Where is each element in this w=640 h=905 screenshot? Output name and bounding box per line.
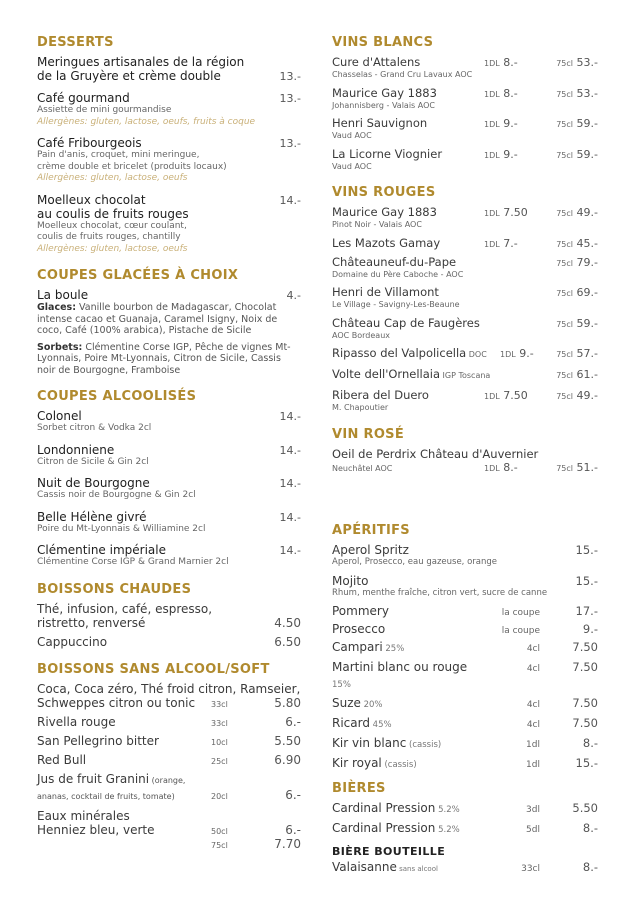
item-description: Clémentine Corse IGP & Grand Marnier 2cl [37, 557, 229, 567]
wine-item [332, 147, 598, 173]
item-name-detail: ananas, cocktail de fruits, tomate) [37, 791, 175, 801]
item-description: AOC Bordeaux [332, 330, 390, 340]
menu-item [37, 772, 301, 804]
price-value: 9.- [503, 117, 518, 130]
item-description: Assiette de mini gourmandise [37, 105, 172, 115]
price-glass [484, 461, 552, 474]
item-price: 15.- [575, 573, 598, 588]
item-name [332, 696, 480, 712]
item-name-main: Volte dell'Ornellaia [332, 367, 440, 381]
price-bottle [552, 87, 598, 100]
item-name [332, 640, 480, 656]
item-description: Pinot Noir - Valais AOC [332, 220, 422, 229]
section-title: APÉRITIFS [332, 523, 410, 538]
unit-label: 1DL [484, 392, 500, 401]
menu-item [37, 753, 301, 767]
item-name [332, 660, 480, 692]
unit-label: 75cl [556, 89, 574, 99]
wine-item [332, 388, 598, 414]
section-bieres [332, 780, 598, 876]
price-bottle [552, 286, 598, 299]
unit-label: 1DL [484, 239, 500, 249]
item-description: Neuchâtel AOC [332, 463, 393, 473]
menu-item [37, 443, 301, 469]
flavours-sorbets [37, 342, 301, 377]
item-name: Schweppes citron ou tonic [37, 695, 196, 710]
item-name-detail: 5.2% [435, 805, 460, 815]
unit-label: 75cl [556, 392, 574, 401]
price-value: 7.- [503, 236, 518, 250]
price-value: 8.- [503, 56, 518, 69]
menu-item [37, 715, 301, 729]
item-price: 14.- [279, 410, 301, 423]
item-price: 8.- [582, 736, 598, 750]
item-name [332, 756, 480, 772]
flavour-label: Glaces: [37, 302, 76, 313]
item-name: Aperol Spritz [332, 543, 409, 557]
item-volume: 4cl [526, 644, 540, 654]
wine-item [332, 236, 598, 250]
item-name-main: Suze [332, 696, 361, 710]
item-price: 7.70 [274, 836, 301, 851]
item-volume: 1dl [526, 740, 540, 750]
item-description: M. Chapoutier [332, 403, 389, 412]
unit-label: 1DL [484, 59, 500, 68]
item-name [332, 716, 480, 732]
item-name: La boule [37, 288, 89, 302]
item-name-main: Jus de fruit Granini [37, 771, 150, 786]
item-volume: 4cl [526, 720, 540, 730]
item-price: 13.- [279, 70, 301, 83]
menu-item [332, 860, 598, 876]
item-description: Moelleux chocolat, cœur coulant, [37, 220, 187, 231]
price-value: 79.- [576, 255, 598, 269]
price-glass [484, 148, 552, 161]
wine-item [332, 285, 598, 311]
item-volume: 33cl [211, 699, 228, 709]
item-volume: la coupe [501, 626, 540, 636]
item-price: 4.50 [274, 615, 301, 630]
price-bottle [552, 317, 598, 330]
item-name-main: Ricard [332, 716, 370, 730]
price-bottle [552, 117, 598, 130]
item-name: Château Cap de Faugères [332, 315, 480, 330]
item-name-detail: 5.2% [435, 825, 460, 835]
menu-item [37, 288, 301, 376]
item-name-detail: (cassis) [406, 740, 442, 750]
item-description: Johannisberg - Valais AOC [332, 100, 435, 110]
item-name: Red Bull [37, 752, 87, 767]
wine-item [332, 205, 598, 231]
price-bottle [552, 56, 598, 69]
menu-item [332, 574, 598, 600]
menu-item [37, 682, 301, 710]
item-price: 17.- [575, 604, 598, 618]
item-price: 14.- [279, 443, 301, 457]
item-price: 15.- [575, 543, 598, 557]
price-value: 61.- [576, 368, 598, 381]
item-name: ristretto, renversé [37, 615, 146, 630]
allergen-note: Allergènes: gluten, lactose, oeufs [37, 243, 188, 254]
unit-label: 75cl [556, 120, 574, 129]
item-name: Rivella rouge [37, 714, 116, 729]
section-title: BIÈRES [332, 781, 386, 796]
menu-item [332, 696, 598, 712]
item-price: 4.- [286, 289, 301, 302]
section-title: BOISSONS SANS ALCOOL/SOFT [37, 661, 270, 677]
item-price: 6.- [285, 787, 301, 802]
section-boissons-sans-alcool [37, 661, 301, 851]
section-desserts [37, 34, 301, 255]
item-volume: 75cl [211, 840, 228, 850]
item-price: 5.50 [572, 801, 598, 815]
item-name [332, 367, 552, 383]
subsection-title: BIÈRE BOUTEILLE [332, 845, 446, 858]
item-name: Maurice Gay 1883 [332, 85, 437, 100]
item-name [332, 346, 500, 362]
flavour-list: Vanille bourbon de Madagascar, Chocolat intense cacao et Guanaja, Caramel Isigny, Noix de coco, Café (100% arabica), Pistache de Sicile [37, 302, 278, 336]
section-boissons-chaudes [37, 581, 301, 649]
price-value: 8.- [503, 460, 518, 474]
item-name: Café gourmand [37, 91, 130, 105]
flavour-label: Sorbets: [37, 341, 83, 353]
item-name: Henri Sauvignon [332, 116, 428, 130]
section-title: COUPES ALCOOLISÉS [37, 389, 197, 404]
item-price: 14.- [279, 477, 301, 490]
item-name-detail: 20% [360, 700, 383, 710]
unit-label: 75cl [556, 258, 574, 268]
item-name: Henri de Villamont [332, 285, 439, 299]
item-price: 13.- [279, 137, 301, 150]
menu-item [332, 604, 598, 618]
section-title: COUPES GLACÉES À CHOIX [37, 268, 239, 283]
item-price: 7.50 [572, 640, 598, 654]
price-glass [484, 389, 552, 402]
unit-label: 1DL [484, 209, 500, 218]
price-glass [484, 117, 552, 130]
unit-label: 75cl [556, 209, 574, 218]
price-value: 59.- [576, 147, 598, 161]
item-description: Domaine du Père Caboche - AOC [332, 269, 464, 279]
menu-item [37, 543, 301, 569]
price-glass [484, 87, 552, 100]
item-price: 14.- [279, 544, 301, 557]
menu-item [37, 55, 301, 83]
item-volume: 50cl [211, 826, 228, 836]
item-name-detail: 45% [369, 720, 392, 730]
item-description: Le Village - Savigny-Les-Beaune [332, 300, 460, 309]
item-name [37, 772, 301, 788]
item-price: 7.50 [572, 660, 598, 674]
item-name: Café Fribourgeois [37, 136, 142, 150]
menu-item [332, 801, 598, 817]
item-name: Pommery [332, 604, 389, 618]
item-name-main: Cardinal Pression [332, 801, 436, 815]
item-volume: 4cl [526, 664, 540, 674]
unit-label: 1DL [484, 463, 500, 473]
price-bottle [552, 256, 598, 269]
item-name: Henniez bleu, verte [37, 822, 155, 837]
menu-item [332, 716, 598, 732]
section-title: VIN ROSÉ [332, 426, 405, 442]
wine-item [332, 346, 598, 362]
price-value: 49.- [576, 206, 598, 219]
price-bottle [552, 237, 598, 250]
unit-label: 1DL [484, 150, 500, 160]
item-volume: 1dl [526, 760, 540, 770]
left-column [37, 34, 301, 851]
item-name [332, 736, 480, 752]
price-bottle [552, 461, 598, 474]
price-value: 9.- [503, 147, 518, 161]
price-value: 53.- [576, 86, 598, 100]
item-description: Vaud AOC [332, 161, 372, 171]
section-vin-rose [332, 426, 598, 475]
item-name: San Pellegrino bitter [37, 733, 159, 748]
item-description: Aperol, Prosecco, eau gazeuse, orange [332, 557, 497, 567]
item-volume: 20cl [211, 791, 228, 801]
unit-label: 75cl [556, 150, 574, 160]
section-vins-blancs [332, 34, 598, 172]
flavour-list: Clémentine Corse IGP, Pêche de vignes Mt-Lyonnais, Poire Mt-Lyonnais, Citron de Sicile, Cassis noir de Bourgogne, Framboise [37, 341, 291, 376]
item-price: 6.90 [274, 752, 301, 767]
section-coupes-alcoolisees [37, 388, 301, 569]
price-value: 8.- [503, 86, 518, 100]
item-name: Coca, Coca zéro, Thé froid citron, Ramseier, [37, 681, 301, 696]
price-glass [484, 56, 552, 69]
menu-item [332, 736, 598, 752]
item-name-main: Cardinal Pression [332, 821, 436, 835]
menu-item [37, 602, 301, 630]
item-name-detail: (cassis) [381, 760, 417, 770]
item-description: Sorbet citron & Vodka 2cl [37, 423, 152, 433]
item-name-detail: (orange, [149, 775, 186, 785]
unit-label: 75cl [556, 289, 574, 298]
item-name: Cure d'Attalens [332, 55, 421, 69]
item-name: Londonniene [37, 442, 115, 457]
item-volume: 25cl [211, 756, 228, 766]
section-title: VINS BLANCS [332, 35, 434, 50]
flavours-glaces [37, 302, 301, 337]
menu-item [37, 734, 301, 748]
item-price: 8.- [582, 821, 598, 835]
price-value: 51.- [576, 460, 598, 474]
price-bottle [552, 368, 598, 381]
section-title: DESSERTS [37, 35, 114, 50]
price-value: 9.- [519, 347, 534, 360]
item-price: 6.50 [274, 634, 301, 649]
allergen-note: Allergènes: gluten, lactose, oeufs, fruits à coque [37, 116, 256, 127]
item-name: Mojito [332, 573, 369, 588]
item-name: Châteauneuf-du-Pape [332, 254, 457, 269]
menu-item [332, 821, 598, 837]
item-name-main: Kir royal [332, 756, 382, 770]
item-price: 5.80 [274, 695, 301, 710]
price-value: 45.- [576, 236, 598, 250]
menu-item [37, 409, 301, 435]
menu-item [37, 136, 301, 185]
menu-item [37, 510, 301, 536]
section-vins-rouges [332, 184, 598, 414]
item-name-main: Ripasso del Valpolicella [332, 346, 467, 360]
item-name-main: Campari [332, 640, 383, 654]
item-price: 9.- [582, 622, 598, 636]
item-price: 14.- [279, 193, 301, 207]
item-price: 6.- [285, 822, 301, 837]
unit-label: 75cl [556, 319, 574, 329]
wine-item [332, 447, 598, 475]
item-name: Clémentine impériale [37, 543, 166, 557]
item-name: Prosecco [332, 622, 386, 636]
menu-item [332, 660, 598, 692]
item-name [332, 860, 480, 876]
price-value: 59.- [576, 117, 598, 130]
menu-item [37, 635, 301, 649]
item-volume: 10cl [211, 737, 228, 747]
wine-item [332, 116, 598, 142]
allergen-note: Allergènes: gluten, lactose, oeufs [37, 173, 188, 183]
section-coupes-glacees [37, 267, 301, 376]
item-name: Colonel [37, 409, 82, 423]
item-description: Poire du Mt-Lyonnais & Williamine 2cl [37, 523, 206, 534]
menu-item [37, 809, 301, 851]
item-description: crème double et bricelet (produits locaux) [37, 161, 227, 172]
item-description: Chasselas - Grand Cru Lavaux AOC [332, 70, 473, 79]
item-name-detail: 15% [332, 680, 351, 690]
unit-label: 1DL [484, 120, 500, 129]
wine-item [332, 255, 598, 281]
item-name: Thé, infusion, café, espresso, [37, 601, 213, 616]
item-price: 7.50 [572, 696, 598, 710]
unit-label: 1DL [484, 89, 500, 99]
item-name-main: Valaisanne [332, 860, 397, 874]
section-aperitifs [332, 522, 598, 772]
price-value: 7.50 [503, 206, 528, 219]
item-name: de la Gruyère et crème double [37, 69, 221, 83]
item-description: Citron de Sicile & Gin 2cl [37, 456, 149, 467]
item-description: Cassis noir de Bourgogne & Gin 2cl [37, 490, 196, 500]
item-appellation: IGP Toscana [440, 371, 491, 380]
item-volume: la coupe [501, 608, 540, 618]
price-bottle [552, 347, 598, 360]
menu-item [332, 756, 598, 772]
right-column [332, 34, 598, 876]
wine-item [332, 367, 598, 383]
item-name: Moelleux chocolat [37, 192, 146, 207]
menu-item [332, 622, 598, 636]
item-volume: 3dl [526, 805, 540, 815]
item-price: 13.- [279, 92, 301, 105]
menu-item [37, 476, 301, 502]
item-name-main: Martini blanc ou rouge [332, 660, 468, 674]
item-name: Maurice Gay 1883 [332, 205, 437, 219]
price-bottle [552, 389, 598, 402]
price-value: 57.- [576, 347, 598, 360]
item-price: 8.- [582, 860, 598, 874]
item-name: Oeil de Perdrix Château d'Auvernier [332, 446, 539, 461]
price-glass [484, 206, 552, 219]
unit-label: 75cl [556, 350, 574, 359]
section-title: BOISSONS CHAUDES [37, 581, 192, 597]
price-bottle [552, 206, 598, 219]
item-name: Cappuccino [37, 634, 108, 649]
item-name: Ribera del Duero [332, 388, 429, 402]
price-value: 53.- [576, 56, 598, 69]
price-bottle [552, 148, 598, 161]
section-title: VINS ROUGES [332, 185, 436, 200]
price-glass [500, 347, 552, 360]
price-value: 49.- [576, 389, 598, 402]
item-volume: 4cl [526, 700, 540, 710]
item-volume: 33cl [211, 718, 228, 728]
item-description: Vaud AOC [332, 131, 372, 140]
item-name-detail: 25% [382, 644, 405, 654]
item-volume: 33cl [521, 864, 540, 874]
item-description: coulis de fruits rouges, chantilly [37, 232, 181, 242]
item-name: Meringues artisanales de la région [37, 55, 245, 69]
price-value: 59.- [576, 316, 598, 330]
price-value: 7.50 [503, 389, 528, 402]
item-price: 15.- [575, 756, 598, 770]
unit-label: 75cl [556, 371, 574, 380]
price-value: 69.- [576, 286, 598, 299]
item-price: 14.- [279, 510, 301, 524]
wine-item [332, 55, 598, 81]
item-name-detail: sans alcool [396, 865, 438, 873]
item-appellation: DOC [466, 350, 487, 359]
item-name [332, 801, 480, 817]
menu-item [37, 91, 301, 128]
menu-item [332, 640, 598, 656]
item-price: 6.- [285, 714, 301, 729]
item-volume: 5dl [526, 825, 540, 835]
price-glass [484, 237, 552, 250]
item-name: Les Mazots Gamay [332, 235, 441, 250]
item-name: Nuit de Bourgogne [37, 476, 150, 490]
unit-label: 75cl [556, 463, 574, 473]
item-name: Eaux minérales [37, 808, 130, 823]
menu-item [37, 193, 301, 256]
wine-item [332, 86, 598, 112]
unit-label: 75cl [556, 239, 574, 249]
item-description: Pain d'anis, croquet, mini meringue, [37, 150, 200, 160]
item-name [332, 821, 480, 837]
unit-label: 1DL [500, 350, 516, 359]
item-name-main: Kir vin blanc [332, 736, 407, 750]
item-price: 5.50 [274, 733, 301, 748]
item-name: au coulis de fruits rouges [37, 206, 189, 221]
wine-item [332, 316, 598, 342]
item-description: Rhum, menthe fraîche, citron vert, sucre de canne [332, 587, 548, 598]
item-name: Belle Hélène givré [37, 509, 147, 524]
unit-label: 75cl [556, 59, 574, 68]
menu-item [332, 543, 598, 569]
item-price: 7.50 [572, 716, 598, 730]
item-name: La Licorne Viognier [332, 146, 443, 161]
